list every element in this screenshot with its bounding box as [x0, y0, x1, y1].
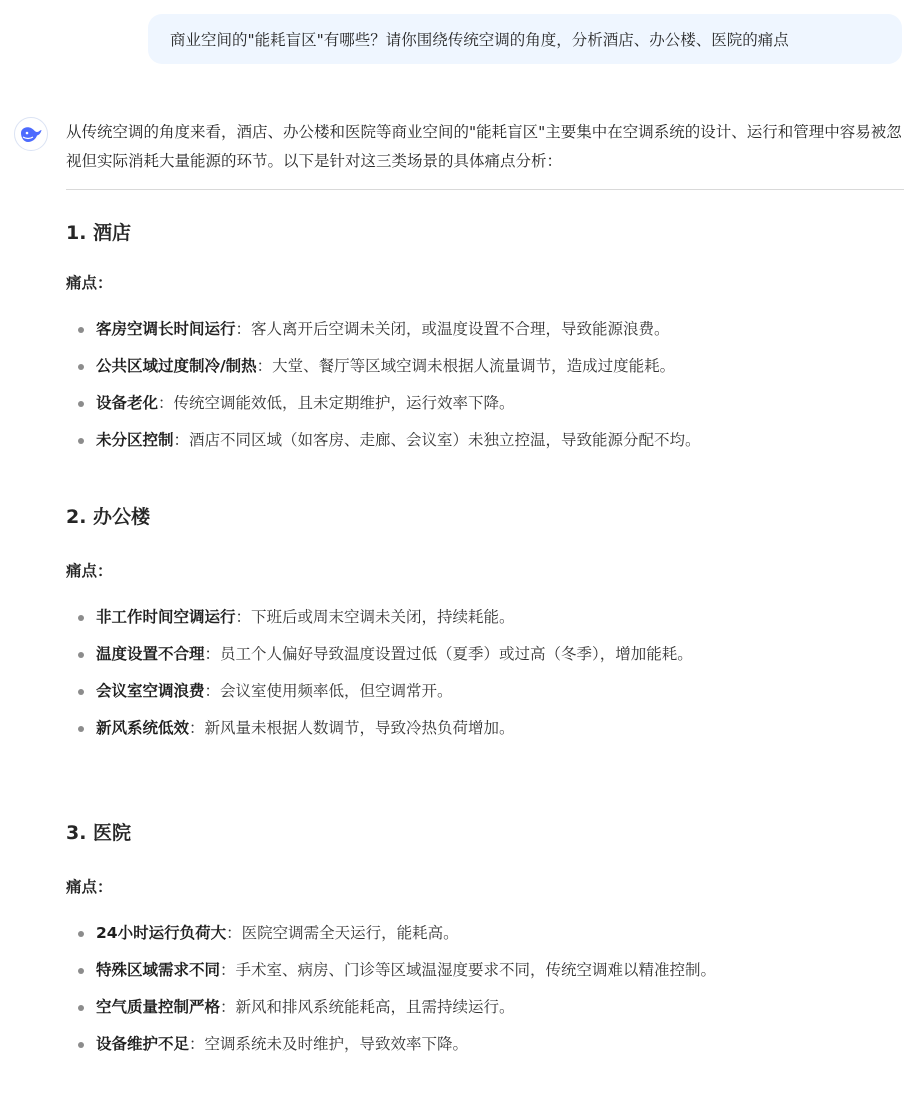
item-desc: ：下班后或周末空调未关闭，持续耗能。: [235, 608, 515, 626]
item-desc: ：客人离开后空调未关闭，或温度设置不合理，导致能源浪费。: [235, 320, 670, 338]
item-term: 设备维护不足: [96, 1035, 190, 1053]
item-desc: ：员工个人偏好导致温度设置过低（夏季）或过高（冬季），增加能耗。: [204, 645, 693, 663]
section-heading: 3. 医院: [66, 822, 132, 844]
item-desc: ：空调系统未及时维护，导致效率下降。: [189, 1035, 469, 1053]
item-term: 特殊区域需求不同: [96, 961, 221, 979]
item-desc: ：会议室使用频率低，但空调常开。: [204, 682, 453, 700]
list-item: [66, 348, 906, 385]
answer-intro: 从传统空调的角度来看，酒店、办公楼和医院等商业空间的"能耗盲区"主要集中在空调系统的设计、运行和管理中容易被忽视但实际消耗大量能源的环节。以下是针对这三类场景的具体痛点分析：: [66, 123, 902, 170]
user-message-bubble: [148, 14, 902, 64]
pain-label: 痛点：: [66, 274, 113, 292]
section-hospital: [66, 818, 906, 1063]
item-term: 新风系统低效: [96, 719, 190, 737]
pain-label: 痛点：: [66, 562, 113, 580]
list-item: [66, 989, 906, 1026]
item-term: 非工作时间空调运行: [96, 608, 236, 626]
item-term: 24小时运行负荷大: [96, 924, 227, 942]
item-desc: ：手术室、病房、门诊等区域温湿度要求不同，传统空调难以精准控制。: [220, 961, 717, 979]
item-term: 温度设置不合理: [96, 645, 205, 663]
list-item: [66, 311, 906, 348]
item-desc: ：大堂、餐厅等区域空调未根据人流量调节，造成过度能耗。: [256, 357, 676, 375]
item-desc: ：传统空调能效低，且未定期维护，运行效率下降。: [158, 394, 515, 412]
assistant-avatar: [14, 117, 48, 151]
item-term: 设备老化: [96, 394, 159, 412]
list-item: [66, 710, 906, 747]
item-desc: ：医院空调需全天运行，能耗高。: [226, 924, 459, 942]
list-item: [66, 385, 906, 422]
section-heading: 2. 办公楼: [66, 506, 151, 528]
list-item: [66, 952, 906, 989]
user-message-text: 商业空间的"能耗盲区"有哪些？请你围绕传统空调的角度，分析酒店、办公楼、医院的痛点: [170, 31, 789, 49]
whale-logo-icon: [19, 124, 43, 144]
pain-list: [66, 599, 906, 747]
list-item: [66, 1026, 906, 1063]
section-office: [66, 502, 906, 747]
list-item: [66, 422, 906, 459]
item-term: 会议室空调浪费: [96, 682, 205, 700]
pain-list: [66, 915, 906, 1063]
section-heading: 1. 酒店: [66, 222, 132, 244]
item-desc: ：新风量未根据人数调节，导致冷热负荷增加。: [189, 719, 515, 737]
item-term: 公共区域过度制冷/制热: [96, 357, 257, 375]
pain-label: 痛点：: [66, 878, 113, 896]
item-term: 客房空调长时间运行: [96, 320, 236, 338]
divider: [66, 189, 904, 190]
pain-list: [66, 311, 906, 459]
item-desc: ：新风和排风系统能耗高，且需持续运行。: [220, 998, 515, 1016]
item-desc: ：酒店不同区域（如客房、走廊、会议室）未独立控温，导致能源分配不均。: [173, 431, 701, 449]
item-term: 未分区控制: [96, 431, 174, 449]
list-item: [66, 599, 906, 636]
section-hotel: [66, 218, 906, 459]
list-item: [66, 673, 906, 710]
list-item: [66, 915, 906, 952]
item-term: 空气质量控制严格: [96, 998, 221, 1016]
assistant-answer: [66, 118, 906, 1053]
list-item: [66, 636, 906, 673]
